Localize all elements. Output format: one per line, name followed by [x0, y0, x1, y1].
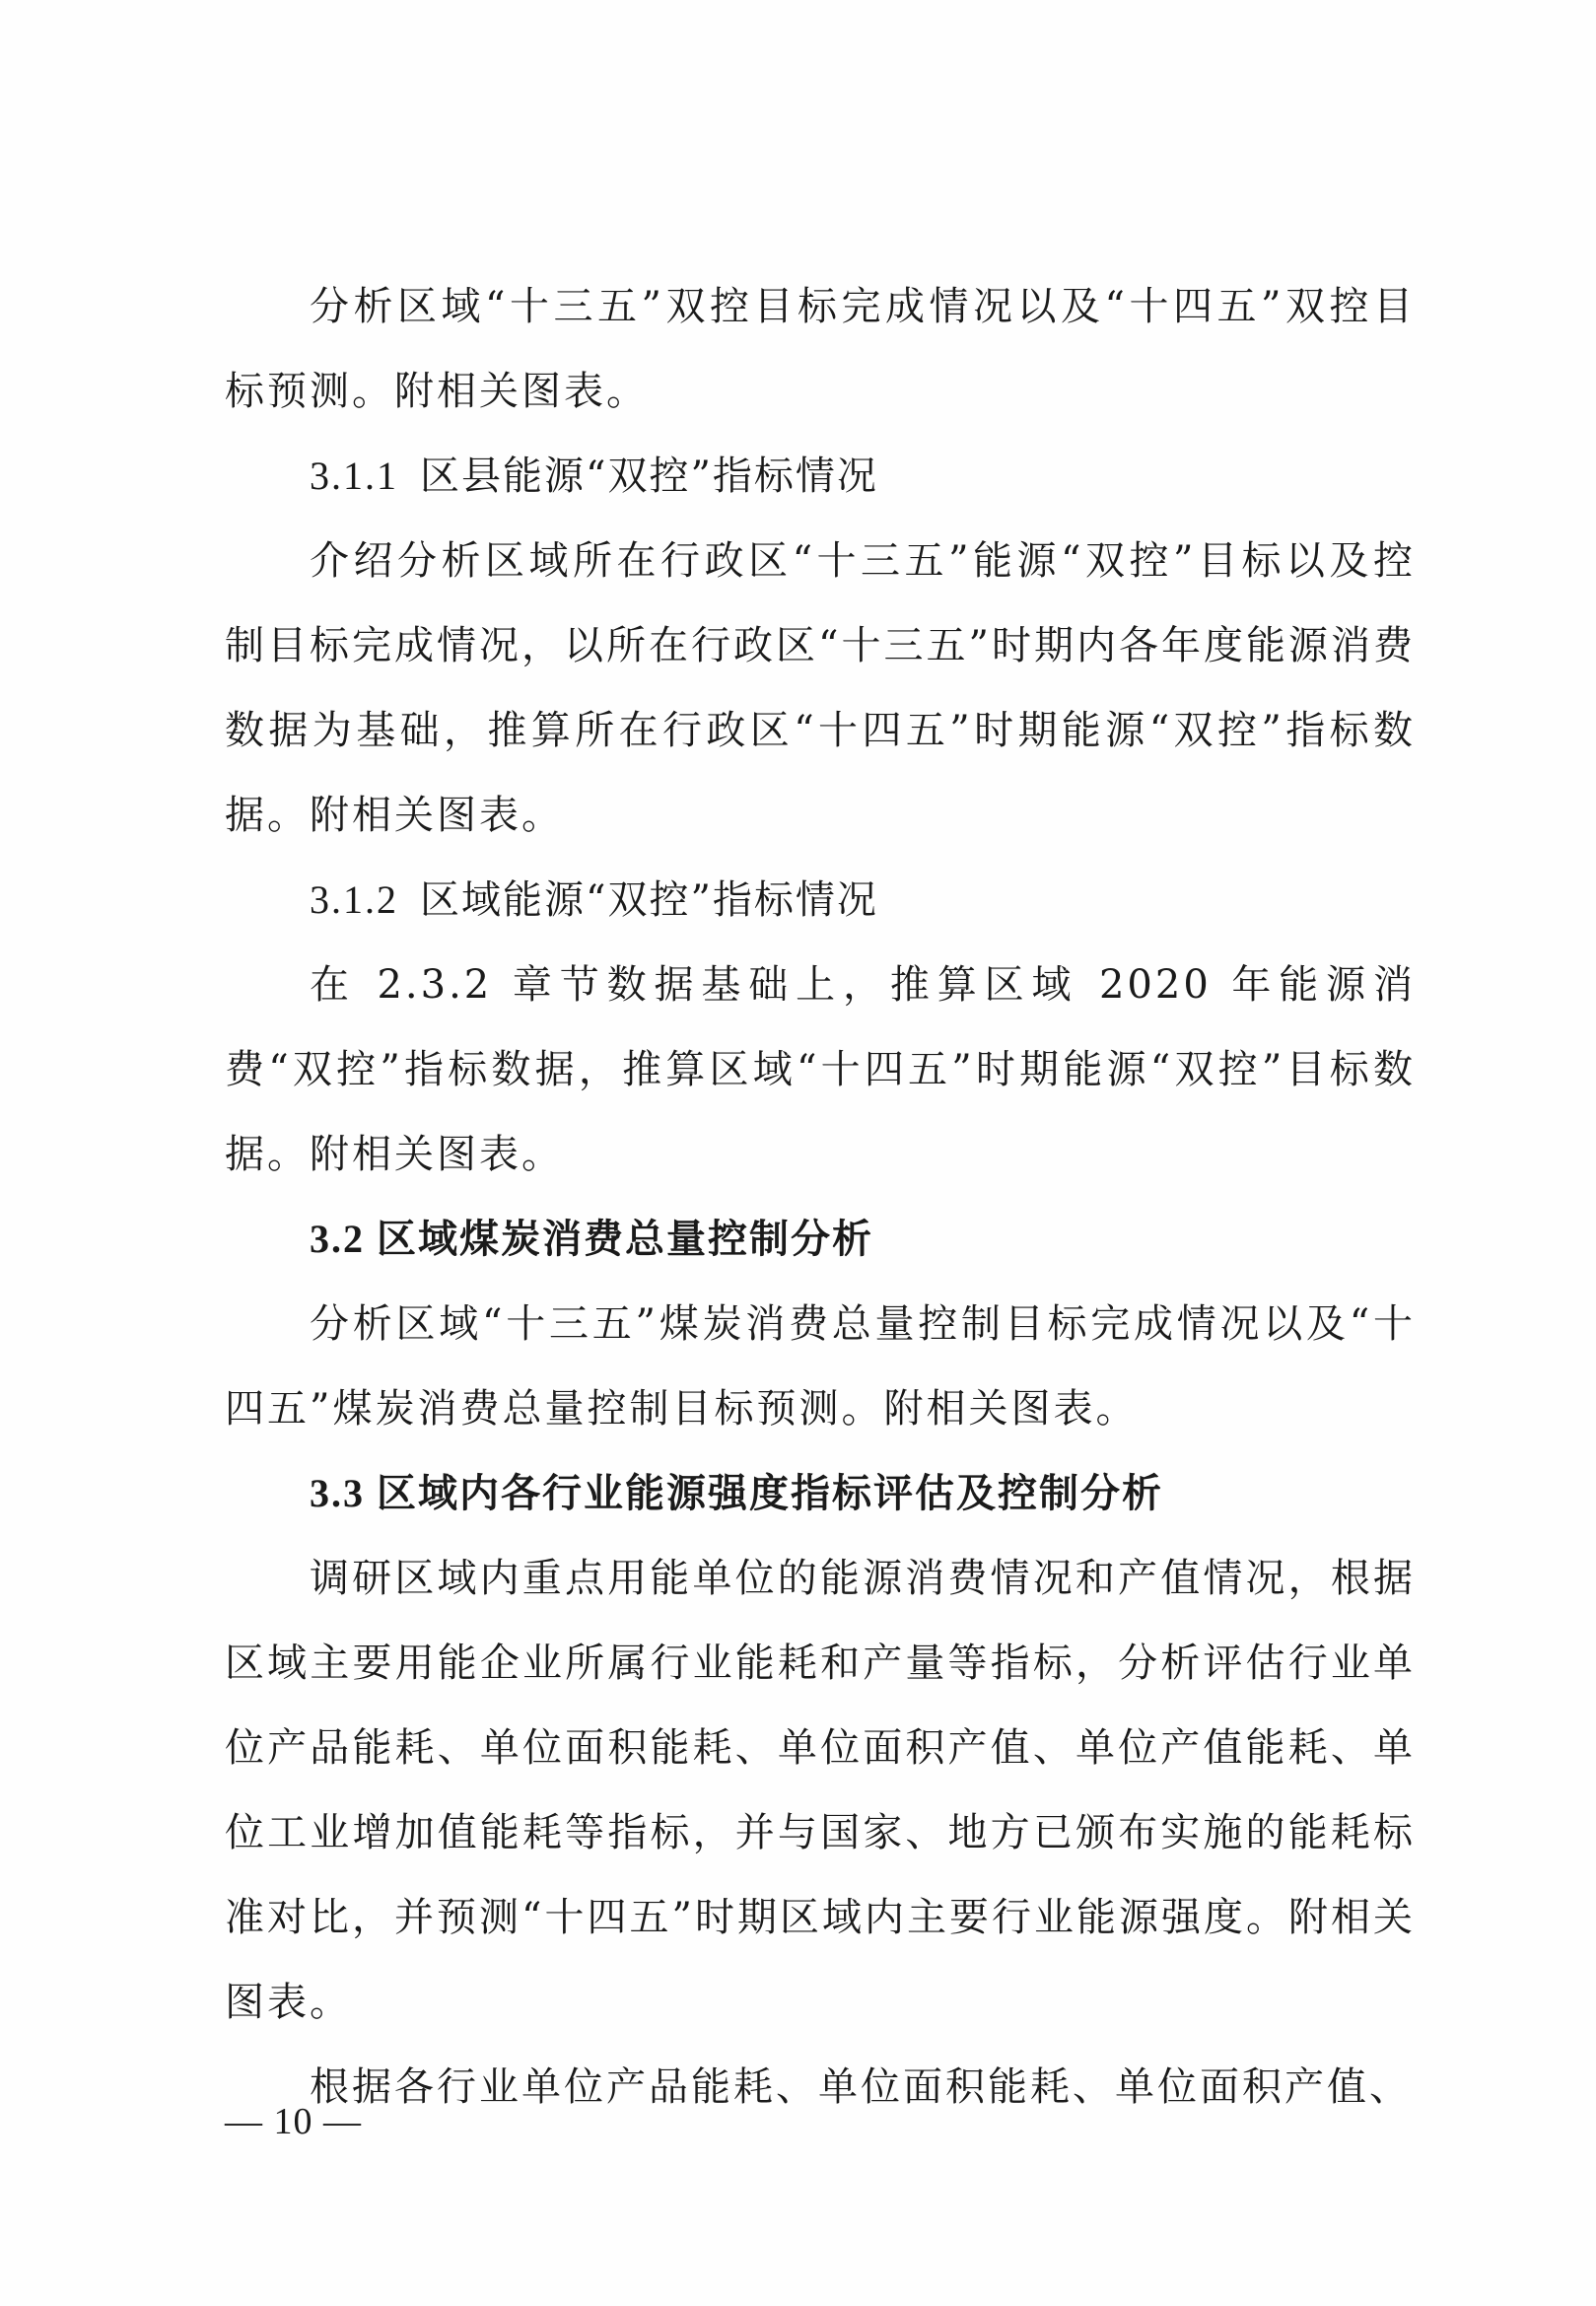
- section-title: 区域内各行业能源强度指标评估及控制分析: [377, 1470, 1163, 1516]
- section-heading-3-3: [225, 1451, 1416, 1536]
- section-title: 区县能源“双控”指标情况: [420, 454, 878, 499]
- section-heading-3-2: [225, 1197, 1416, 1282]
- section-heading-3-1-1: [225, 434, 1416, 519]
- section-title: 区域能源“双控”指标情况: [420, 877, 878, 923]
- section-number: 3.3: [310, 1471, 365, 1515]
- section-number: 3.1.2: [310, 877, 398, 922]
- document-body: [225, 264, 1416, 2130]
- paragraph: 根据各行业单位产品能耗、单位面积能耗、单位面积产值、: [310, 2064, 1412, 2110]
- paragraph: 分析区域“十三五”煤炭消费总量控制目标完成情况以及“十四五”煤炭消费总量控制目标预测。附相关图表。: [225, 1301, 1416, 1432]
- paragraph: 在 2.3.2 章节数据基础上，推算区域 2020 年能源消费“双控”指标数据，推算区域“十四五”时期能源“双控”目标数据。附相关图表。: [225, 962, 1416, 1177]
- page-number: — 10 —: [225, 2101, 362, 2142]
- section-number: 3.1.1: [310, 454, 398, 498]
- section-heading-3-1-2: [225, 858, 1416, 943]
- paragraph: 分析区域“十三五”双控目标完成情况以及“十四五”双控目标预测。附相关图表。: [225, 284, 1416, 414]
- paragraph: 介绍分析区域所在行政区“十三五”能源“双控”目标以及控制目标完成情况，以所在行政区“十三五”时期内各年度能源消费数据为基础，推算所在行政区“十四五”时期能源“双控”指标数据。附相关图表。: [225, 538, 1416, 838]
- section-number: 3.2: [310, 1217, 365, 1261]
- paragraph: 调研区域内重点用能单位的能源消费情况和产值情况，根据区域主要用能企业所属行业能耗和产量等指标，分析评估行业单位产品能耗、单位面积能耗、单位面积产值、单位产值能耗、单位工业增加值能耗等指标，并与国家、地方已颁布实施的能耗标准对比，并预测“十四五”时期区域内主要行业能源强度。附相关图表。: [225, 1556, 1416, 2025]
- section-title: 区域煤炭消费总量控制分析: [377, 1216, 873, 1262]
